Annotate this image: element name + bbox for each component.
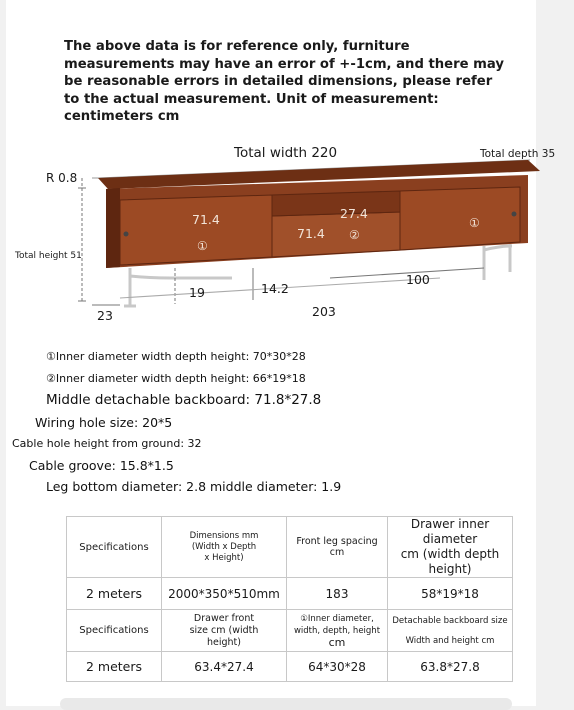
spec-table [66, 516, 513, 682]
door-left-width-label: 71.4 [192, 212, 220, 227]
spec-compartment-1: ①Inner diameter width depth height: 70*30*28 [46, 350, 306, 363]
table-row [67, 652, 513, 682]
door-left-number: ① [197, 239, 208, 253]
leg-height-label: 19 [189, 285, 205, 300]
drawer-width-label: 71.4 [297, 226, 325, 241]
left-leg-frame [124, 268, 232, 306]
left-door-handle [124, 232, 129, 237]
total-depth-label: Total depth 35 [480, 148, 556, 160]
table-cell: Front leg spacing cm [287, 517, 388, 578]
middle-drawer [272, 212, 400, 257]
drawer-top-label: 27.4 [340, 206, 368, 221]
table-cell: Dimensions mm (Width x Depth x Height) [162, 517, 287, 578]
table-cell: 2 meters [67, 652, 162, 682]
table-cell: Specifications [67, 610, 162, 652]
right-door-handle [512, 212, 517, 217]
table-cell: Drawer inner diameter cm (width depth height) [388, 517, 513, 578]
spec-leg-diameter: Leg bottom diameter: 2.8 middle diameter: 1.9 [46, 479, 342, 494]
left-door [120, 195, 272, 265]
table-header-row [67, 610, 513, 652]
table-cell: ①Inner diameter, width, depth, height cm [287, 610, 388, 652]
spec-backboard: Middle detachable backboard: 71.8*27.8 [46, 392, 322, 408]
table-cell: 63.4*27.4 [162, 652, 287, 682]
table-cell: 2 meters [67, 578, 162, 610]
side-offset-label: 23 [97, 308, 113, 323]
spec-compartment-2: ②Inner diameter width depth height: 66*19*18 [46, 372, 306, 385]
base-gap-label: 14.2 [261, 281, 289, 296]
door-right-number: ① [469, 216, 480, 230]
spec-wiring-hole: Wiring hole size: 20*5 [35, 415, 173, 430]
spec-cable-groove: Cable groove: 15.8*1.5 [29, 458, 174, 473]
total-height-label: Total height 51 [15, 251, 82, 261]
radius-label: R 0.8 [46, 171, 78, 185]
disclaimer-text: The above data is for reference only, furniture measurements may have an error of +-1cm, and there may be reasonable errors in detailed dimensions, please refer to the actual measurement. Unit of measurement: centimeters cm [64, 39, 504, 125]
table-cell: 58*19*18 [388, 578, 513, 610]
table-row [67, 578, 513, 610]
spec-cable-hole-height: Cable hole height from ground: 32 [12, 437, 202, 450]
table-cell: 2000*350*510mm [162, 578, 287, 610]
table-cell: 183 [287, 578, 388, 610]
leg-spacing-label: 100 [406, 272, 430, 287]
table-cell: 63.8*27.8 [388, 652, 513, 682]
table-cell: Drawer front size cm (width height) [162, 610, 287, 652]
tv-cabinet-diagram [0, 138, 574, 338]
bottom-bar [60, 698, 512, 710]
table-header-row [67, 517, 513, 578]
table-cell: 64*30*28 [287, 652, 388, 682]
total-width-label: Total width 220 [234, 145, 338, 161]
right-door [400, 187, 520, 250]
base-width-label: 203 [312, 304, 336, 319]
table-cell: Specifications [67, 517, 162, 578]
drawer-number: ② [349, 228, 360, 242]
table-cell: Detachable backboard size Width and height cm [388, 610, 513, 652]
middle-backboard [272, 191, 400, 216]
right-leg-frame [484, 244, 512, 280]
